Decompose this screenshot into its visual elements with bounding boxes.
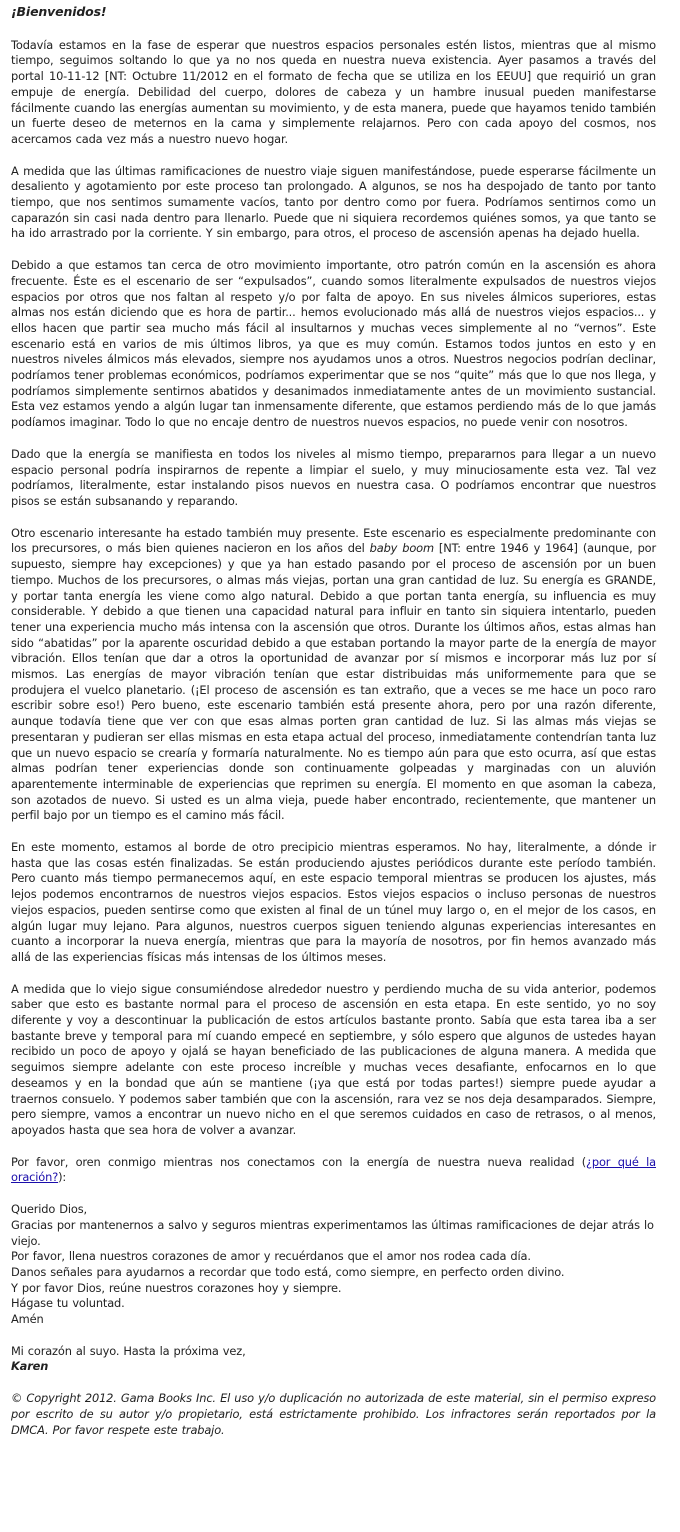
paragraph-5: [11, 526, 656, 824]
paragraph-3: Debido a que estamos tan cerca de otro movimiento importante, otro patrón común en la ascensión es ahora frecuente. Éste es el escenario de ser “expulsados”, cuando somos literalmente expulsados de nuestros viejos espacios por otros que nos faltan al respeto y/o por falta de apoyo. En sus niveles álmicos superiores, estas almas nos están diciendo que es hora de partir... hemos evolucionado más allá de nuestros viejos espacios... y ellos hacen que partir sea mucho más fácil al insultarnos y muchas veces simplemente al no “vernos”. Este escenario está en varios de mis últimos libros, ya que es muy común. Estamos todos juntos en esto y en nuestros niveles álmicos más elevados, siempre nos ayudamos unos a otros. Nuestros negocios podrían declinar, podríamos tener problemas económicos, podríamos experimentar que se nos “quite” más que lo que nos llega, y podríamos simplemente sentirnos abatidos y desanimados inmediatamente antes de un movimiento sustancial. Esta vez estamos yendo a algún lugar tan inmensamente diferente, que estamos perdiendo más de lo que jamás podíamos imaginar. Todo lo que no encaje dentro de nuestros nuevos espacios, no puede venir con nosotros.: [11, 258, 656, 430]
prayer-intro-text: Por favor, oren conmigo mientras nos conectamos con la energía de nuestra nueva realidad (: [11, 1154, 586, 1169]
paragraph-5-after: [NT: entre 1946 y 1964] (aunque, por supuesto, siempre hay excepciones) y que ya han estado pasando por el proceso de ascensión por un buen tiempo. Muchos de los precursores, o almas más viejas, portan una gran cantidad de luz. Su energía es GRANDE, y portar tanta energía les viene como algo natural. Debido a que portan tanta energía, su influencia es muy considerable. Y debido a que tienen una capacidad natural para influir en tanto sin siquiera intentarlo, pueden tener una experiencia mucho más intensa con la ascensión que otros. Durante los últimos años, estas almas han sido “abatidas” por la aparente oscuridad debido a que estaban portando la mayor parte de la energía de mayor vibración. Ellos tenían que dar a otros la oportunidad de avanzar por sí mismos e incorporar más luz por sí mismos. Las energías de mayor vibración tenían que estar distribuidas más uniformemente para que se produjera el vuelco planetario. (¡El proceso de ascensión es tan extraño, que a veces se me hace un poco raro escribir sobre eso!) Pero bueno, este escenario también está presente ahora, pero por una razón diferente, aunque todavía tiene que ver con que esas almas porten gran cantidad de luz. Si las almas más viejas se presentaran y pudieran ser ellas mismas en esta etapa actual del proceso, inmediatamente contendrían tanta luz que un nuevo espacio se crearía y formaría naturalmente. No es tiempo aún para que esto ocurra, así que estas almas podrían tener experiencias donde son continuamente golpeadas y marginadas con un aluvión aparentemente interminable de experiencias que reprimen su energía. El momento en que asoman la cabeza, son azotados de nuevo. Si usted es un alma vieja, puede haber encontrado, recientemente, que mantener un perfil bajo por un tiempo es el camino más fácil.: [11, 541, 656, 823]
prayer-line: Gracias por mantenernos a salvo y seguros mientras experimentamos las últimas ramificaciones de dejar atrás lo viejo.: [11, 1217, 654, 1248]
prayer: [11, 1202, 656, 1328]
prayer-line: Y por favor Dios, reúne nuestros corazones hoy y siempre.: [11, 1280, 342, 1295]
prayer-line: Querido Dios,: [11, 1202, 87, 1217]
page-title: ¡Bienvenidos!: [11, 4, 107, 19]
prayer-line: Por favor, llena nuestros corazones de amor y recuérdanos que el amor nos rodea cada día.: [11, 1249, 531, 1264]
article: [11, 4, 656, 1438]
prayer-intro: [11, 1155, 656, 1186]
paragraph-6: En este momento, estamos al borde de otro precipicio mientras esperamos. No hay, literalmente, a dónde ir hasta que las cosas estén finalizadas. Se están produciendo ajustes periódicos durante este período también. Pero cuanto más tiempo permanecemos aquí, en este espacio temporal mientras se producen los ajustes, más lejos podemos encontrarnos de nuestros viejos espacios. Estos viejos espacios o incluso personas de nuestros viejos espacios, pueden sentirse como que existen al final de un túnel muy largo o, en el mejor de los casos, en algún lugar muy lejano. Para algunos, nuestros cuerpos siguen teniendo algunas experiencias interesantes en cuanto a incorporar la nueva energía, mientras que para la mayoría de nosotros, por fin hemos avanzado más allá de las experiencias físicas más intensas de los últimos meses.: [11, 840, 656, 964]
prayer-line: Danos señales para ayudarnos a recordar que todo está, como siempre, en perfecto orden divino.: [11, 1264, 565, 1279]
author-name: Karen: [11, 1359, 49, 1374]
paragraph-2: A medida que las últimas ramificaciones de nuestro viaje siguen manifestándose, puede esperarse fácilmente un desaliento y agotamiento por este proceso tan prolongado. A algunos, se nos ha despojado de tanto por tanto tiempo, que nos sentimos sumamente vacíos, tanto por dentro como por fuera. Podríamos sentirnos como un caparazón sin casi nada dentro para llenarlo. Puede que ni siquiera recordemos quiénes somos, ya que tanto se ha ido arrastrado por la corriente. Y sin embargo, para otros, el proceso de ascensión apenas ha dejado huella.: [11, 163, 656, 241]
paragraph-4: Dado que la energía se manifiesta en todos los niveles al mismo tiempo, prepararnos para llegar a un nuevo espacio personal podría inspirarnos de repente a limpiar el suelo, y muy minuciosamente esta vez. Tal vez podríamos, literalmente, estar instalando pisos nuevos en nuestra casa. O podríamos encontrar que nuestros pisos se están subsanando y reparando.: [11, 446, 656, 508]
paragraph-1: Todavía estamos en la fase de esperar que nuestros espacios personales estén listos, mientras que al mismo tiempo, seguimos soltando lo que ya no nos queda en nuestra nueva existencia. Ayer pasamos a través del portal 10-11-12 [NT: Octubre 11/2012 en el formato de fecha que se utiliza en los EEUU] que requirió un gran empuje de energía. Debilidad del cuerpo, dolores de cabeza y un hambre inusual pueden manifestarse fácilmente cuando las energías aumentan su movimiento, y de esta manera, puede que hayamos tenido también un fuerte deseo de meternos en la cama y simplemente relajarnos. Pero con cada apoyo del cosmos, nos acercamos cada vez más a nuestro nuevo hogar.: [11, 37, 656, 146]
closing: [11, 1344, 656, 1375]
paragraph-5-before: Otro escenario interesante ha estado también muy presente. Este escenario es especialmente predominante con los precursores, o más bien quienes nacieron en los años del: [11, 525, 656, 556]
prayer-line: Hágase tu voluntad.: [11, 1296, 125, 1311]
closing-line: Mi corazón al suyo. Hasta la próxima vez,: [11, 1343, 246, 1358]
baby-boom-term: baby boom: [369, 541, 434, 556]
prayer-line: Amén: [11, 1312, 44, 1327]
why-prayer-link[interactable]: ¿por qué la oración?: [11, 1154, 656, 1185]
prayer-intro-after: ):: [58, 1170, 67, 1185]
copyright-notice: © Copyright 2012. Gama Books Inc. El uso y/o duplicación no autorizada de este material, sin el permiso expreso por escrito de su autor y/o propietario, está estrictamente prohibido. Los infractores serán reportados por la DMCA. Por favor respete este trabajo.: [11, 1391, 656, 1437]
paragraph-7: A medida que lo viejo sigue consumiéndose alrededor nuestro y perdiendo mucha de su vida anterior, podemos saber que esto es bastante normal para el proceso de ascensión en esta etapa. En este sentido, yo no soy diferente y voy a descontinuar la publicación de estos artículos bastante pronto. Sabía que esta tarea iba a ser bastante breve y temporal para mí cuando empecé en septiembre, y sólo espero que algunos de ustedes hayan recibido un poco de apoyo y ojalá se hayan beneficiado de las publicaciones de alguna manera. A medida que seguimos siempre adelante con este proceso increíble y muchas veces desafiante, enfocarnos en lo que deseamos y en la bondad que aún se mantiene (¡ya que está por todas partes!) siempre puede ayudar a traernos consuelo. Y podemos saber también que con la ascensión, rara vez se nos deja desamparados. Siempre, pero siempre, vamos a encontrar un nuevo nicho en el que seremos cuidados en caso de retrasos, o al menos, apoyados hasta que sea hora de volver a avanzar.: [11, 981, 656, 1137]
